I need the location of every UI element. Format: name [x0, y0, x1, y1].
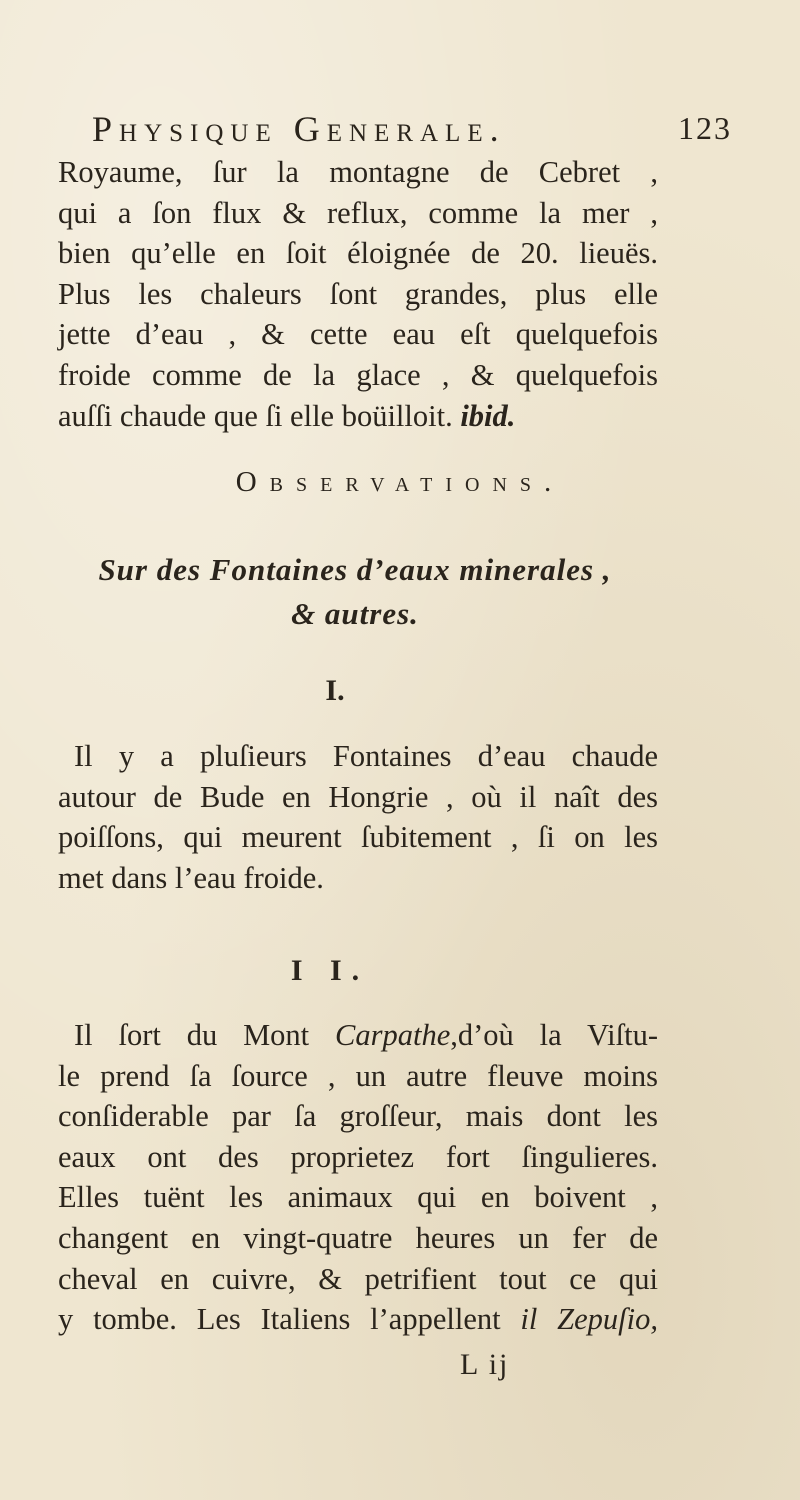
text-line: cheval en cuivre, & petrifient tout ce qui	[58, 1261, 658, 1296]
subtitle-line: Sur des Fontaines d’eaux minerales ,	[98, 552, 612, 587]
text-line: froide comme de la glace , & quelquefois	[58, 357, 658, 392]
paragraph-continuation	[58, 152, 658, 436]
section-subtitle	[60, 548, 650, 636]
text-line: qui a ſon flux & reflux, comme la mer ,	[58, 195, 658, 230]
text-line-last	[58, 396, 658, 437]
text-line: Elles tuënt les animaux qui en boivent ,	[58, 1180, 658, 1215]
text-line: met dans l’eau froide.	[58, 860, 324, 895]
text-line: Plus les chaleurs ſont grandes, plus elle	[58, 276, 658, 311]
text-fragment: Il ſort du Mont	[74, 1018, 336, 1052]
italian-name: il Zepuſio,	[520, 1302, 658, 1337]
item-numeral-2: I I.	[290, 954, 370, 987]
text-fragment: auſſi chaude que ſi elle boüilloit.	[58, 398, 453, 433]
item-2-paragraph	[58, 1015, 658, 1340]
reference-ibid: ibid.	[460, 398, 516, 433]
text-line: Il y a pluſieurs Fontaines d’eau chaude	[74, 739, 658, 773]
text-line	[58, 1299, 658, 1340]
subtitle-line: & autres.	[291, 596, 419, 631]
page-number: 123	[678, 110, 732, 146]
item-numeral-1: I.	[325, 674, 345, 707]
text-line: autour de Bude en Hongrie , où il naît des	[58, 779, 658, 814]
signature-mark: L ij	[460, 1348, 510, 1381]
text-line: poiſſons, qui meurent ſubitement , ſi on les	[58, 820, 658, 855]
text-fragment: ,d’où la Viſtu-	[450, 1018, 658, 1052]
page-header	[92, 108, 732, 148]
text-line	[58, 1015, 658, 1056]
text-line: jette d’eau , & cette eau eſt quelquefois	[58, 317, 658, 352]
text-line: changent en vingt-quatre heures un fer de	[58, 1220, 658, 1255]
item-1-paragraph	[58, 736, 658, 898]
text-line: conſiderable par ſa groſſeur, mais dont les	[58, 1099, 658, 1134]
text-fragment: y tombe. Les Italiens l’appellent	[58, 1302, 521, 1337]
running-head: Physique Generale.	[92, 109, 506, 149]
text-line: eaux ont des proprietez fort ſingulieres.	[58, 1139, 658, 1174]
text-line: Royaume, ſur la montagne de Cebret ,	[58, 155, 658, 189]
place-name-carpathe: Carpathe	[335, 1018, 451, 1052]
section-title: Observations.	[235, 466, 565, 498]
text-line: le prend ſa ſource , un autre fleuve moins	[58, 1058, 658, 1093]
text-line: bien qu’elle en ſoit éloignée de 20. lieuës.	[58, 236, 658, 271]
